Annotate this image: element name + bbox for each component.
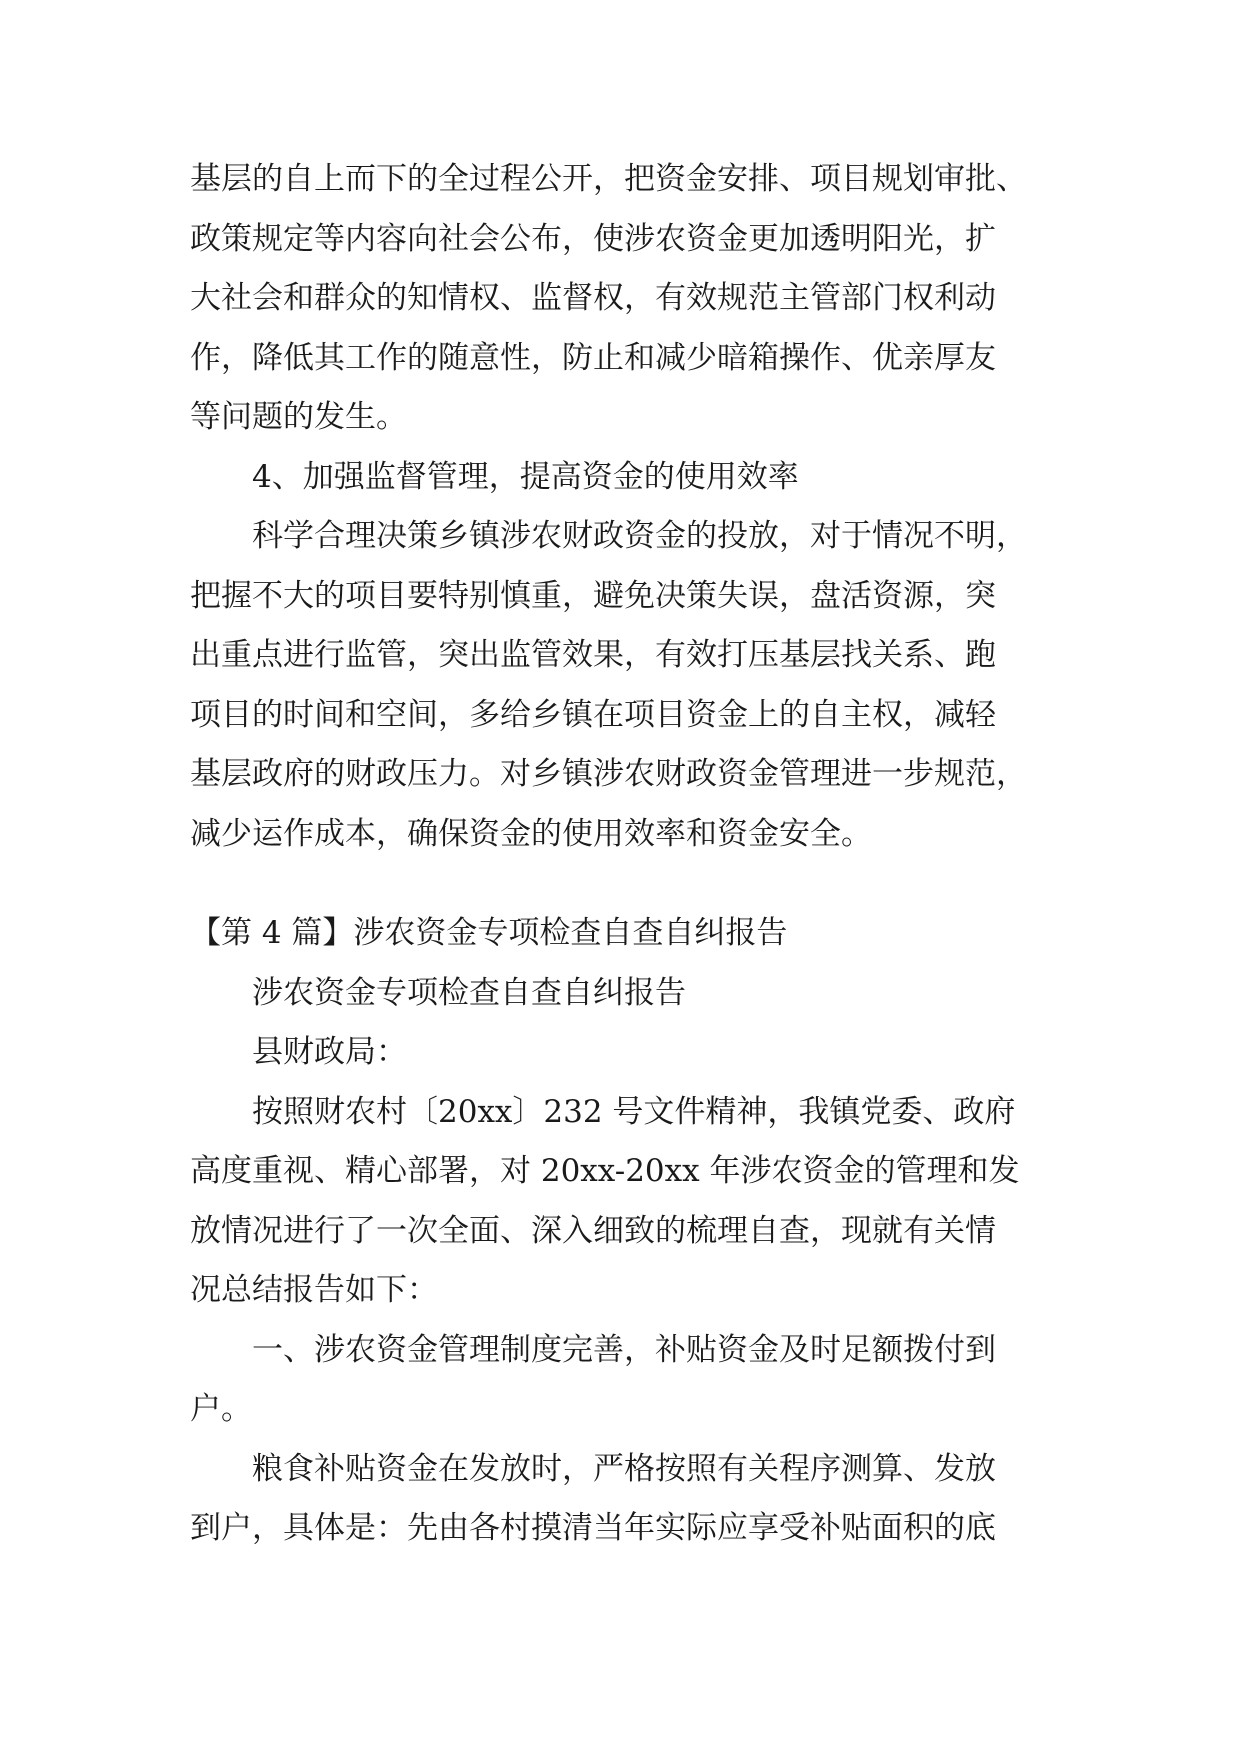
paragraph-line: 出重点进行监管，突出监管效果，有效打压基层找关系、跑 [190, 637, 996, 673]
paragraph-line: 政策规定等内容向社会公布，使涉农资金更加透明阳光，扩 [190, 220, 996, 257]
paragraph-line: 等问题的发生。 [190, 399, 407, 435]
report-title: 涉农资金专项检查自查自纠报告 [252, 974, 686, 1011]
section-heading: 户。 [190, 1391, 252, 1427]
article-title: 【第 4 篇】涉农资金专项检查自查自纠报告 [190, 915, 788, 951]
paragraph-line: 高度重视、精心部署，对 20xx-20xx 年涉农资金的管理和发 [190, 1153, 1020, 1189]
paragraph-line: 把握不大的项目要特别慎重，避免决策失误，盘活资源，突 [190, 577, 996, 614]
paragraph-line: 科学合理决策乡镇涉农财政资金的投放，对于情况不明， [252, 518, 1027, 554]
paragraph-line: 况总结报告如下： [190, 1272, 438, 1308]
salutation: 县财政局： [252, 1034, 407, 1070]
paragraph-line: 基层的自上而下的全过程公开，把资金安排、项目规划审批、 [190, 161, 1027, 197]
paragraph-line: 粮食补贴资金在发放时，严格按照有关程序测算、发放 [252, 1450, 996, 1487]
paragraph-line: 到户，具体是：先由各村摸清当年实际应享受补贴面积的底 [190, 1510, 996, 1546]
section-heading: 4、加强监督管理，提高资金的使用效率 [252, 458, 799, 495]
paragraph-gap [190, 864, 1060, 904]
paragraph-line: 放情况进行了一次全面、深入细致的梳理自查，现就有关情 [190, 1212, 996, 1249]
paragraph-line: 大社会和群众的知情权、监督权，有效规范主管部门权利动 [190, 280, 996, 316]
paragraph-line: 基层政府的财政压力。对乡镇涉农财政资金管理进一步规范， [190, 756, 1027, 792]
paragraph-line: 减少运作成本，确保资金的使用效率和资金安全。 [190, 815, 872, 852]
paragraph-line: 按照财农村〔20xx〕232 号文件精神，我镇党委、政府 [252, 1093, 1016, 1130]
section-heading: 一、涉农资金管理制度完善，补贴资金及时足额拨付到 [252, 1331, 996, 1368]
paragraph-line: 项目的时间和空间，多给乡镇在项目资金上的自主权，减轻 [190, 696, 996, 733]
body-text [190, 150, 1060, 1559]
paragraph-line: 作，降低其工作的随意性，防止和减少暗箱操作、优亲厚友 [190, 339, 996, 376]
